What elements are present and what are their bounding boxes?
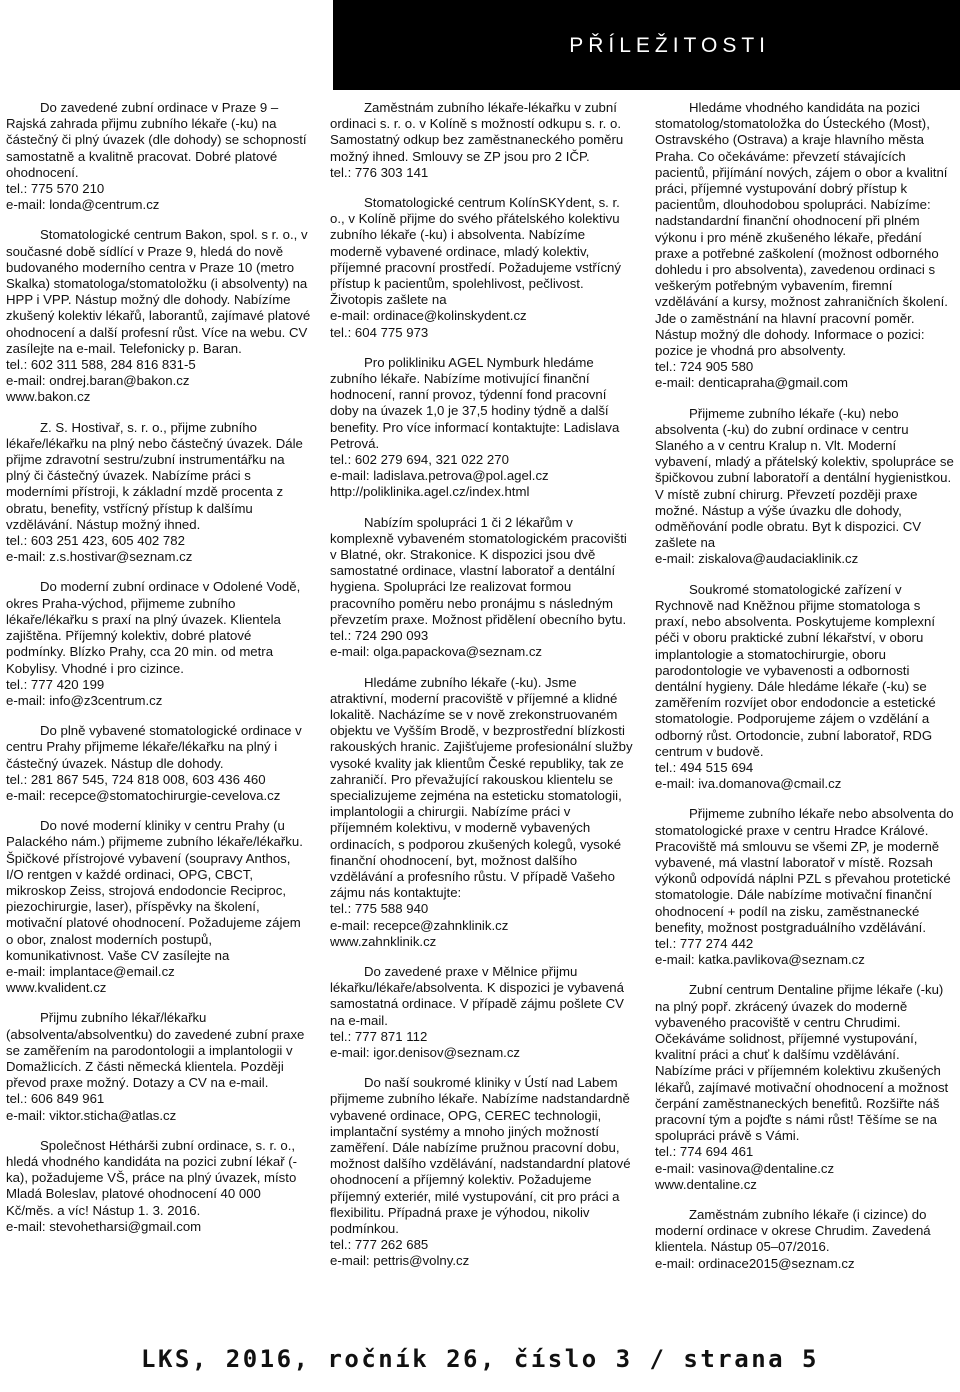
job-ad-text: Z. S. Hostivař, s. r. o., přijme zubního lékaře/lékařku na plný nebo částečný úvazek. Dále přijme zdravotní sestru/zubní instrumentářku na plný či částečný úvazek. Nabízíme práci s moderními přístroji, k základní mzdě procenta z obratu, benefity, vstřícný přístup k dalšímu vzdělávání. Nástup možný ihned. tel.: 603 251 423, 605 402 782 e-mail: z.s.hostivar@seznam.cz <box>6 419 303 565</box>
job-ad <box>6 420 311 566</box>
job-ad-text: Do zavedené zubní ordinace v Praze 9 – Rajská zahrada přijmu zubního lékaře (-ku) na částečný či plný úvazek (dle dohody) se schopností samostatně a kvalitně pracovat. Dobré platové ohodnocení. tel.: 775 570 210 e-mail: londa@centrum.cz <box>6 100 307 213</box>
job-ad <box>330 100 636 181</box>
job-ad <box>330 1075 636 1269</box>
job-ad-text: Stomatologické centrum KolínSKYdent, s. r. o., v Kolíně přijme do svého přátelského kolektivu zubního lékaře (-ku) i absolventa. Nabízíme moderně vybavené ordinace, mladý kolektiv, příjemné pracovní prostředí. Požadujeme vstřícný přístup k pacientům, spolehlivost, pečlivost. Životopis zašlete na e-mail: ordinace@kolinskydent.cz tel.: 604 775 973 <box>330 195 621 340</box>
job-ad-text: Zaměstnám zubního lékaře-lékařku v zubní ordinaci s. r. o. v Kolíně s možností odkupu s. r. o. Samostatný odkup bez zaměstnaneckého poměru možný ihned. Smlouvy se ZP jsou pro 2 IČP. tel.: 776 303 141 <box>330 100 624 180</box>
job-ad <box>655 806 955 968</box>
job-ad-text: Do naší soukromé kliniky v Ústí nad Labem přijmeme zubního lékaře. Nabízíme nadstandardně vybavené ordinace, OPG, CEREC technologii, implantační systémy a mnoho jiných možností zaměření. Dále nabízíme pružnou pracovní dobu, možnost dalšího vzdělávání, nadstandardní platové ohodnocení a příjemný kolektiv. Požadujeme příjemný exteriér, milé vystupování, cit pro práci a flexibilitu. Případná praxe je výhodou, nikoliv podmínkou. tel.: 777 262 685 e-mail: pettris@volny.cz <box>330 1075 631 1269</box>
job-ad-text: Nabízím spolupráci 1 či 2 lékařům v komplexně vybaveném stomatologickém pracovišti v Blatné, okr. Strakonice. K dispozici jsou dvě samostatné ordinace, vlastní laboratoř a dentální hygiena. Spolupráci lze realizovat formou pracovního poměru nebo pronájmu s následným převzetím praxe. Možnost přidělení obecního bytu. tel.: 724 290 093 e-mail: olga.papackova@seznam.cz <box>330 514 627 660</box>
job-ad <box>6 100 311 213</box>
job-ad-text: Zubní centrum Dentaline přijme lékaře (-ku) na plný popř. zkrácený úvazek do moderně vybaveného pracoviště v centru Chrudimi. Očekáváme solidnost, příjemné vystupování, kvalitní práci a chuť k dalšímu vzdělávání. Nabízíme práci v příjemném kolektivu zkušených lékařů, zajímavé motivační ohodnocení a možnost čerpání zaměstnaneckých benefitů. Rozšiřte náš pracovní tým a pojďte s námi růst! Těšíme se na spolupráci právě s Vámi. tel.: 774 694 461 e-mail: vasinova@dentaline.cz www.dentaline.cz <box>655 982 949 1192</box>
job-ad-text: Přijmu zubního lékař/lékařku (absolventa/absolventku) do zavedené zubní praxe se zaměřením na parodontologii a implantologii v Domažlicích. Z části německá klientela. Později převod praxe možný. Dotazy a CV na e-mail. tel.: 606 849 961 e-mail: viktor.sticha@atlas.cz <box>6 1010 305 1123</box>
job-ad <box>6 1138 311 1235</box>
job-ad-text: Přijmeme zubního lékaře nebo absolventa do stomatologické praxe v centru Hradce Králové. Pracoviště má smlouvu se všemi ZP, je moderně vybavené, má vlastní laboratoř v místě. Rozsah výkonů odpovídá náplni PZL s převahou protetické stomatologie. Dále nabízíme motivační finanční ohodnocení + podíl na zisku, zaměstnanecké benefity, možnost postgraduálního vzdělávání. tel.: 777 274 442 e-mail: katka.pavlikova@seznam.cz <box>655 806 954 968</box>
job-ad <box>6 723 311 804</box>
header-bar <box>333 0 960 90</box>
job-ad-text: Do nové moderní kliniky v centru Prahy (u Palackého nám.) přijmeme zubního lékaře/lékařku. Špičkové přístrojové vybavení (soupravy Anthos, I/O rentgen v každé ordinaci, OPG, CBCT, mikroskop Zeiss, strojová endodoncie Reciproc, piezochirurgie, laser), příspěvky na školení, motivační platové ohodnocení. Požadujeme zájem o obor, znalost moderních postupů, komunikativnost. Vaše CV zasílejte na e-mail: implantace@email.cz www.kvalident.cz <box>6 818 303 996</box>
job-ad <box>655 582 955 793</box>
page-title: PŘÍLEŽITOSTI <box>569 34 770 57</box>
job-ad-text: Hledáme vhodného kandidáta na pozici stomatolog/stomatoložka do Ústeckého (Most), Ostravského (Ostrava) a kraje hlavního města Praha. Co očekáváme: převzetí stávajících pacientů, přijímání nových, zájem o obor a kvalitní práci, příjemné vystupování dobrý přístup k pacientům, dlouhodobou spolupráci. Nabízíme: nadstandardní finanční ohodnocení při plném výkonu i pro méně zkušeného lékaře, předání praxe a potřebné zaškolení (možnost odborného dohledu i pro absolventa), zavedenou ordinaci s veškerým potřebným vybavením, firemní vzdělávání a kursy, možnost zahraničních školení. Jde o zaměstnání na hlavní pracovní poměr. Nástup možný dle dohody. Informace o pozici: pozice je vhodná pro absolventy. tel.: 724 905 580 e-mail: denticapraha@gmail.com <box>655 100 948 391</box>
job-ad <box>6 818 311 996</box>
job-ad-text: Společnost Héthárši zubní ordinace, s. r. o., hledá vhodného kandidáta na pozici zubní lékař (-ka), požadujeme VŠ, práce na plný úvazek, místo Mladá Boleslav, platové ohodnocení 40 000 Kč/měs. a víc! Nástup 1. 3. 2016. e-mail: stevohetharsi@gmail.com <box>6 1137 298 1234</box>
job-ad-text: Do zavedené praxe v Mělnice přijmu lékařku/lékaře/absolventa. K dispozici je vybavená samostatná ordinace. V případě zájmu pošlete CV na e-mail. tel.: 777 871 112 e-mail: igor.denisov@seznam.cz <box>330 963 624 1060</box>
column-2 <box>330 100 636 1284</box>
job-ad-text: Přijmeme zubního lékaře (-ku) nebo absolventa (-ku) do zubní ordinace v centru Slaného a v centru Kralup n. Vlt. Moderní vybavení, mladý a přátelský kolektiv, spolupráce se špičkovou zubní laboratoří a dentální hygienistkou. V místě zubní chirurg. Převzetí později praxe možné. Nástup a výše úvazku dle dohody, odměňování podle obratu. Byt k dispozici. CV zašlete na e-mail: ziskalova@audaciaklinik.cz <box>655 405 954 567</box>
job-ad <box>330 515 636 661</box>
job-ad <box>330 675 636 950</box>
job-ad <box>6 1010 311 1123</box>
job-ad-text: Zaměstnám zubního lékaře (i cizince) do moderní ordinace v okrese Chrudim. Zavedená klientela. Nástup 05–07/2016. e-mail: ordinace2015@seznam.cz <box>655 1207 931 1271</box>
job-ad <box>655 1207 955 1272</box>
job-ad <box>655 982 955 1193</box>
job-ad <box>655 100 955 392</box>
job-ad <box>6 227 311 405</box>
job-ad-text: Do moderní zubní ordinace v Odolené Vodě, okres Praha-východ, přijmeme zubního lékaře/lékařku s praxí na plný úvazek. Klientela zajištěna. Příjemný kolektiv, dobré platové podmínky. Blízko Prahy, cca 20 min. od metra Kobylisy. Vhodné i pro cizince. tel.: 777 420 199 e-mail: info@z3centrum.cz <box>6 579 301 708</box>
job-ad-text: Do plně vybavené stomatologické ordinace v centru Prahy přijmeme lékaře/lékařku na plný i částečný úvazek. Nástup dle dohody. tel.: 281 867 545, 724 818 008, 603 436 460 e-mail: recepce@stomatochirurgie-cevelova.cz <box>6 723 302 803</box>
job-ad-text: Soukromé stomatologické zařízení v Rychnově nad Kněžnou přijme stomatologa s praxí, nebo absolventa. Poskytujeme komplexní péči v oboru praktické zubní lékařství, v oboru implantologie a stomatochirurgie, oboru parodontologie ve vybavenosti a odbornosti dentální hygieny. Dále hledáme lékaře (-ku) se zaměřením rozvíjet obor endodoncie a estetické stomatologie. Podporujeme zájem o vzdělání a odborný růst. Ortodoncie, zubní laboratoř, RDG centrum v budově. tel.: 494 515 694 e-mail: iva.domanova@cmail.cz <box>655 581 936 792</box>
job-ad-text: Hledáme zubního lékaře (-ku). Jsme atraktivní, moderní pracoviště v příjemné a klidné lokalitě. Nacházíme se v nově zrekonstruovaném objektu ve Vyšším Brodě, v bezprostřední blízkosti rakouských hranic. Zajišťujeme profesionální služby vysoké kvality jak klientům České republiky, tak ze zahraničí. Pro převažující rakouskou klientelu se specializujeme zejména na esteticku stomatologii, implantologii a chirurgii. Nabízíme práci v příjemném kolektivu, v moderně vybavených ordinacích, s podporou zkušených kolegů, vysoké finanční ohodnocení, byt, možnost dalšího vzdělávání a profesního růstu. V případě Vašeho zájmu nás kontaktujte: tel.: 775 588 940 e-mail: recepce@zahnklinik.cz www.zahnklinik.cz <box>330 674 633 949</box>
page-footer: LKS, 2016, ročník 26, číslo 3 / strana 5 <box>141 1345 819 1373</box>
job-ad-text: Stomatologické centrum Bakon, spol. s r. o., v současné době sídlící v Praze 9, hledá do nově budovaného moderního centra v Praze 10 (metro Skalka) stomatologa/stomatoložku (i absolventy) na HPP i VPP. Nástup možný dle dohody. Nabízíme zkušený kolektiv lékařů, laborantů, zajímavé platové ohodnocení a další profesní růst. Více na webu. CV zasílejte na e-mail. Telefonicky p. Baran. tel.: 602 311 588, 284 816 831-5 e-mail: ondrej.baran@bakon.cz www.bakon.cz <box>6 227 311 405</box>
job-ad <box>6 579 311 709</box>
column-3 <box>655 100 955 1286</box>
job-ad <box>330 355 636 501</box>
job-ad-text: Pro polikliniku AGEL Nymburk hledáme zubního lékaře. Nabízíme motivující finanční hodnocení, ranní provoz, týdenní fond pracovní doby na úvazek 1,0 je 37,5 hodiny týdně a další benefity. Pro více informací kontaktujte: Ladislava Petrová. tel.: 602 279 694, 321 022 270 e-mail: ladislava.petrova@pol.agel.cz http://poliklinika.agel.cz/index.html <box>330 354 620 500</box>
job-ad <box>330 195 636 341</box>
column-1 <box>6 100 311 1249</box>
job-ad <box>655 406 955 568</box>
job-ad <box>330 964 636 1061</box>
